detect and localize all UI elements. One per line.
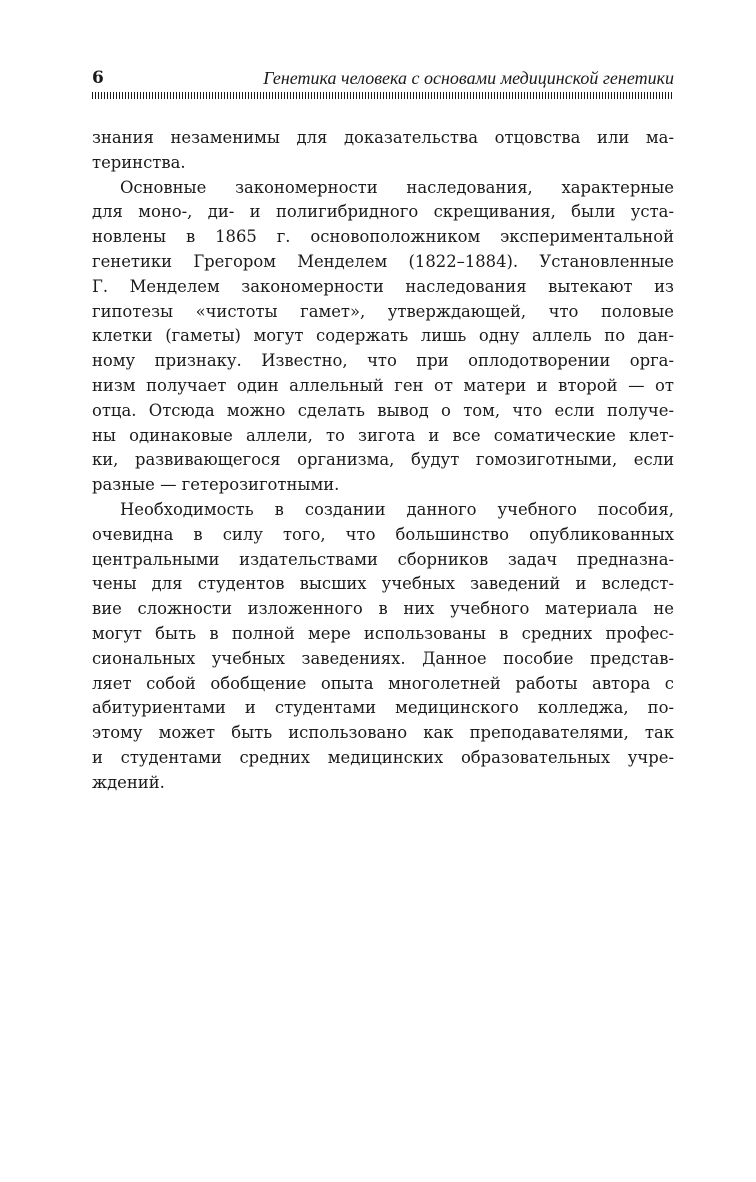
text-line: абитуриентами и студентами медицинского колледжа, по- <box>92 698 674 718</box>
text-line: ны одинаковые аллели, то зигота и все соматические клет- <box>92 425 674 445</box>
text-line: ному признаку. Известно, что при оплодотворении орга- <box>92 351 674 371</box>
text-line: для моно-, ди- и полигибридного скрещивания, были уста- <box>92 202 674 222</box>
text-line: знания незаменимы для доказательства отцовства или ма- <box>92 128 674 147</box>
text-line: клетки (гаметы) могут содержать лишь одну аллель по дан- <box>92 326 674 346</box>
text-line: Г. Менделем закономерности наследования вытекают из <box>92 276 674 296</box>
text-line: сиональных учебных заведениях. Данное пособие представ- <box>92 648 674 668</box>
text-line: вие сложности изложенного в них учебного материала не <box>92 599 674 619</box>
text-line: теринства. <box>92 152 186 172</box>
text-line: этому может быть использовано как преподавателями, так <box>92 723 674 743</box>
text-line: разные — гетерозиготными. <box>92 475 340 495</box>
text-line: ждений. <box>92 772 165 792</box>
body-text <box>92 126 674 796</box>
text-line: могут быть в полной мере использованы в средних профес- <box>92 623 674 643</box>
running-header <box>92 66 674 90</box>
text-line: центральными издательствами сборников задач предназна- <box>92 549 674 569</box>
text-line: низм получает один аллельный ген от матери и второй — от <box>92 375 674 395</box>
text-line: Необходимость в создании данного учебного пособия, <box>120 499 674 519</box>
text-line: ки, развивающегося организма, будут гомозиготными, если <box>92 450 674 470</box>
text-line: отца. Отсюда можно сделать вывод о том, что если получе- <box>92 400 674 420</box>
text-line: Основные закономерности наследования, характерные <box>120 177 674 197</box>
page-number: 6 <box>92 68 104 88</box>
header-rule <box>92 92 674 99</box>
running-title: Генетика человека с основами медицинской генетики <box>263 68 674 88</box>
text-line: очевидна в силу того, что большинство опубликованных <box>92 524 674 544</box>
text-line: чены для студентов высших учебных заведений и вследст- <box>92 574 674 594</box>
text-line: ляет собой обобщение опыта многолетней работы автора с <box>92 673 674 693</box>
text-line: гипотезы «чистоты гамет», утверждающей, что половые <box>92 301 674 321</box>
text-line: генетики Грегором Менделем (1822–1884). Установленные <box>92 251 674 271</box>
text-line: новлены в 1865 г. основоположником экспериментальной <box>92 227 674 247</box>
text-line: и студентами средних медицинских образовательных учре- <box>92 747 674 767</box>
